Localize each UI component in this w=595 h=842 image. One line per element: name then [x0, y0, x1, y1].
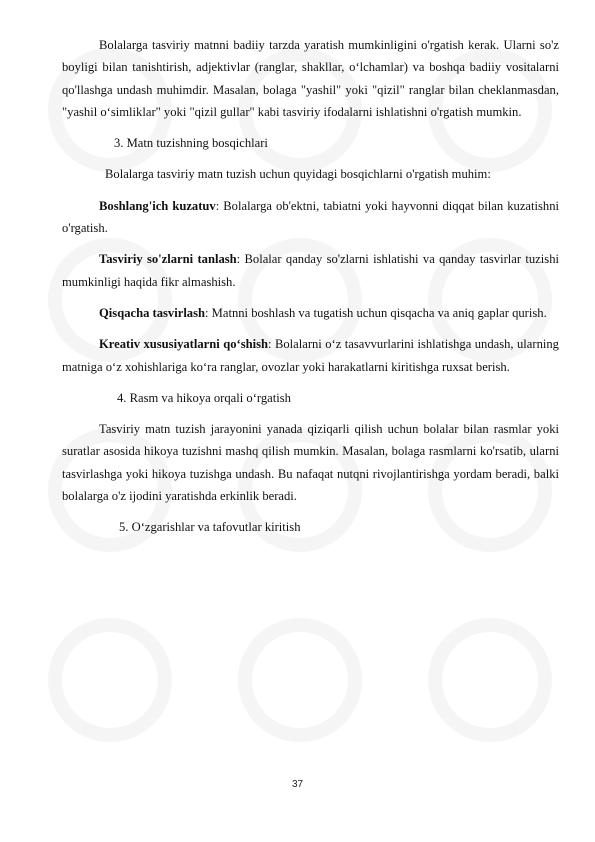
step-text: : Bolalarga ob'ektni, tabiatni yoki hayvonni diqqat bilan kuzatishni o'rgatish.	[62, 198, 560, 236]
steps-intro: Bolalarga tasviriy matn tuzish uchun quyidagi bosqichlarni o'rgatish muhim:	[105, 167, 491, 182]
step-text: : Matnni boshlash va tugatish uchun qisqacha va aniq gaplar qurish.	[205, 305, 547, 320]
document-body	[62, 34, 559, 539]
page-number: 37	[291, 779, 304, 790]
step-word-choice	[62, 248, 559, 293]
step-term: Tasviriy so'zlarni tanlash	[99, 252, 237, 267]
step-term: Qisqacha tasvirlash	[99, 305, 206, 320]
paragraph-pictures: Tasviriy matn tuzish jarayonini yanada qiziqarli qilish uchun bolalar bilan rasmlar yoki suratlar asosida hikoya tuzishni mashq qilish mumkin. Masalan, bolaga rasmlarni ko'rsatib, ularni tasvirlashga yoki hikoya tuzishga undash. Bu nafaqat nutqni rivojlantirishga yordam beradi, balki bolalarga o'z ijodini yaratishda erkinlik beradi.	[62, 422, 559, 504]
section-heading-3: 3. Matn tuzishning bosqichlari	[114, 136, 268, 151]
step-observation	[62, 195, 559, 240]
paragraph-intro: Bolalarga tasviriy matnni badiiy tarzda yaratish mumkinligini o'rgatish kerak. Ularni so'z boyligi bilan tanishtirish, adjektivlar (ranglar, shakllar, o‘lchamlar) va boshqa badiiy vositalarni qo'llashga undash muhimdir. Masalan, bolaga "yashil" yoki "qizil" ranglar bilan cheklanmasdan, "yashil o‘simliklar" yoki "qizil gullar" kabi tasviriy ifodalarni ishlatishni o'rgatish mumkin.	[62, 38, 559, 119]
step-term: Kreativ xususiyatlarni qo‘shish	[99, 337, 268, 352]
section-heading-5: 5. O‘zgarishlar va tafovutlar kiritish	[119, 520, 301, 535]
step-text: : Bolalar qanday so'zlarni ishlatishi va qanday tasvirlar tuzishi mumkinligi haqida fikr almashish.	[62, 252, 559, 289]
section-heading-4: 4. Rasm va hikoya orqali o‘rgatish	[117, 390, 291, 405]
step-short-description	[62, 302, 559, 324]
step-creative	[62, 333, 559, 378]
step-text: : Bolalarni o‘z tasavvurlarini ishlatishga undash, ularning matniga o‘z xohishlariga ko‘ra ranglar, ovozlar yoki harakatlarni kiritishga ruxsat berish.	[62, 337, 559, 374]
step-term: Boshlang'ich kuzatuv	[99, 198, 216, 213]
